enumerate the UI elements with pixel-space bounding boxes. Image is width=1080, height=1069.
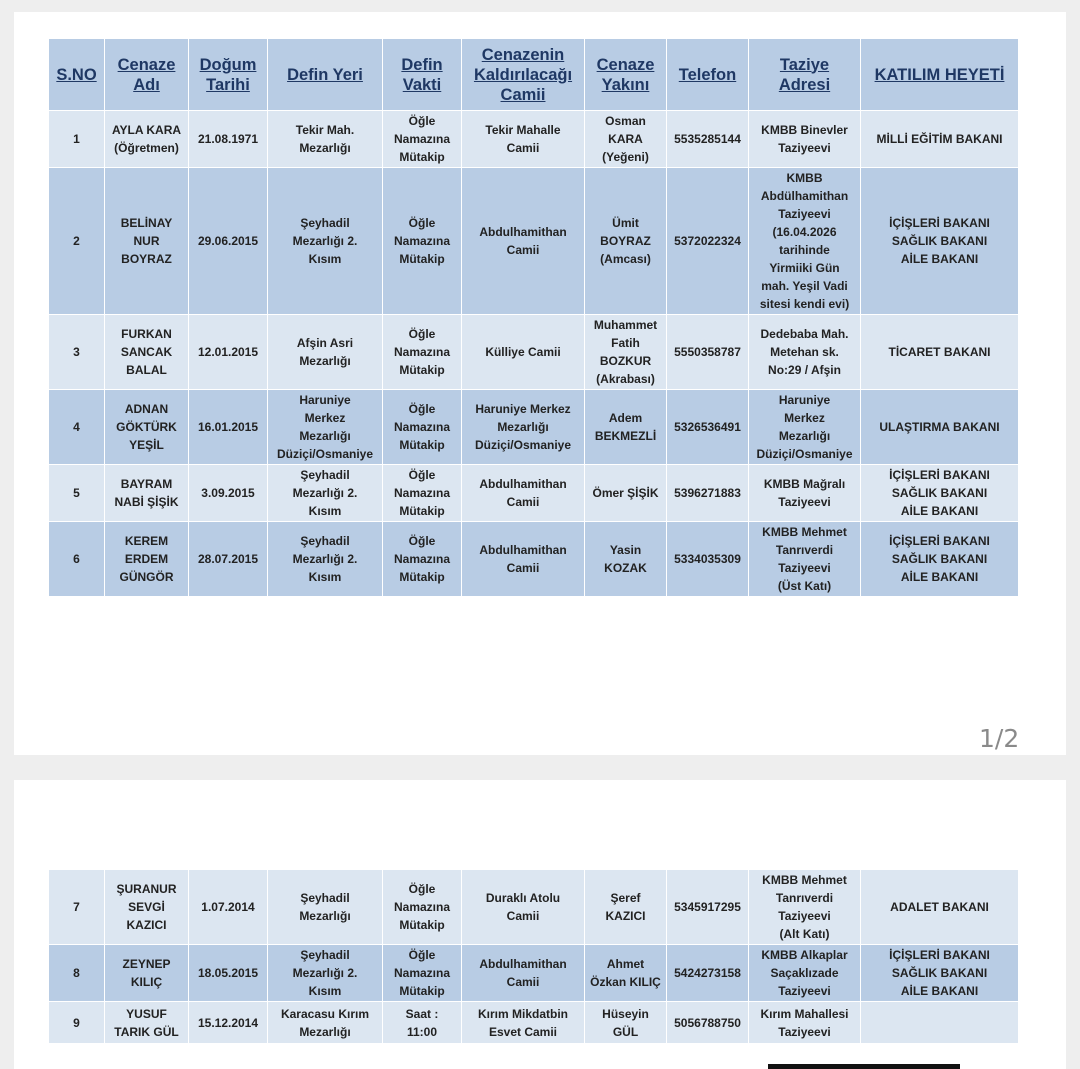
- table-row: [49, 945, 1019, 1002]
- cell-burial-place-line: Şeyhadil: [300, 468, 350, 482]
- cell-burial-time-line: Mütakip: [399, 918, 445, 932]
- cell-condolence-address-line: tarihinde: [779, 243, 830, 257]
- cell-delegation: [861, 390, 1019, 465]
- cell-burial-place: [268, 1002, 383, 1044]
- cell-name-line: ERDEM: [124, 552, 169, 566]
- cell-burial-place-line: Şeyhadil: [300, 891, 350, 905]
- cell-burial-time-line: Mütakip: [399, 150, 445, 164]
- table-row: [49, 111, 1019, 168]
- cell-relative: [585, 945, 667, 1002]
- cell-name: [105, 315, 189, 390]
- cell-name: [105, 870, 189, 945]
- cell-burial-time: [383, 111, 462, 168]
- cell-condolence-address-line: Taziyeevi: [778, 1024, 831, 1039]
- cell-burial-place-line: Merkez: [304, 411, 346, 425]
- cell-condolence-address-line: Metehan sk.: [770, 345, 839, 359]
- cell-relative-line: (Yeğeni): [602, 150, 649, 164]
- cell-relative: [585, 465, 667, 522]
- cell-burial-time-line: Öğle: [408, 948, 436, 962]
- cell-condolence-address: [749, 390, 861, 465]
- cell-mosque: [462, 945, 585, 1002]
- cell-burial-time-line: Öğle: [408, 402, 436, 416]
- cell-condolence-address-line: Taziyeevi: [778, 495, 831, 509]
- header-taziye: Taziye Adresi: [749, 39, 861, 111]
- cell-relative-line: (Akrabası): [596, 372, 655, 386]
- cell-condolence-address: [749, 870, 861, 945]
- cell-sno: 9: [49, 1002, 105, 1044]
- cell-sno: 3: [49, 315, 105, 390]
- cell-sno: 2: [49, 168, 105, 315]
- cell-mosque-line: Abdulhamithan: [479, 477, 567, 491]
- cell-birth-date: 3.09.2015: [189, 465, 268, 522]
- cell-sno: 7: [49, 870, 105, 945]
- cell-burial-time: [383, 522, 462, 597]
- header-telefon: Telefon: [667, 39, 749, 111]
- cell-burial-place-line: Haruniye: [299, 393, 351, 407]
- cell-condolence-address-line: Taziyeevi: [778, 984, 831, 998]
- cell-condolence-address: [749, 465, 861, 522]
- cell-condolence-address-line: Taziyeevi: [778, 909, 831, 923]
- cell-condolence-address: [749, 522, 861, 597]
- cell-condolence-address-line: Haruniye: [778, 393, 831, 407]
- table-row: [49, 390, 1019, 465]
- cell-name-line: BOYRAZ: [121, 252, 172, 266]
- cell-mosque: [462, 168, 585, 315]
- cell-burial-place-line: Mezarlığı: [299, 1024, 351, 1039]
- header-dogum: Doğum Tarihi: [189, 39, 268, 111]
- cell-condolence-address-line: KMBB Mağralı: [763, 477, 846, 491]
- cell-relative-line: KOZAK: [604, 561, 647, 575]
- cell-burial-time-line: Namazına: [393, 132, 451, 146]
- cell-condolence-address-line: Abdülhamithan: [760, 189, 849, 203]
- header-heyet: KATILIM HEYETİ: [861, 39, 1019, 111]
- cell-relative-line: Ahmet: [606, 957, 645, 971]
- cell-relative-line: Osman: [605, 114, 646, 128]
- cell-condolence-address-line: KMBB Mehmet: [762, 873, 847, 887]
- cell-burial-time: [383, 1002, 462, 1044]
- cell-burial-time-line: Namazına: [393, 420, 451, 434]
- cell-phone: 5345917295: [667, 870, 749, 945]
- cell-burial-place-line: Karacasu Kırım: [280, 1006, 370, 1021]
- header-defin-vakti: Defin Vakti: [383, 39, 462, 111]
- cell-burial-time: [383, 168, 462, 315]
- cell-burial-time-line: Mütakip: [399, 504, 445, 518]
- cell-name-line: YEŞİL: [129, 438, 164, 452]
- cell-burial-time-line: Öğle: [408, 114, 436, 128]
- cell-relative: [585, 522, 667, 597]
- cell-condolence-address-line: sitesi kendi evi): [759, 297, 850, 311]
- cell-mosque-line: Abdulhamithan: [479, 225, 567, 239]
- document-page-1: [14, 12, 1066, 755]
- cell-relative-line: Hüseyin: [602, 1006, 649, 1021]
- cell-burial-time-line: Mütakip: [399, 984, 445, 998]
- cell-condolence-address-line: KMBB Mehmet: [762, 525, 847, 539]
- cell-birth-date: 21.08.1971: [189, 111, 268, 168]
- cell-name-line: TARIK GÜL: [114, 1024, 179, 1039]
- cell-condolence-address-line: (16.04.2026: [772, 225, 837, 239]
- cell-relative: [585, 111, 667, 168]
- cell-mosque-line: Duraklı Atolu: [485, 891, 561, 905]
- cell-phone: 5334035309: [667, 522, 749, 597]
- cell-mosque-line: Mezarlığı: [497, 420, 549, 434]
- cell-condolence-address: [749, 168, 861, 315]
- cell-delegation-line: MİLLİ EĞİTİM BAKANI: [876, 132, 1003, 146]
- cell-name: [105, 465, 189, 522]
- cell-delegation-line: SAĞLIK BAKANI: [891, 234, 988, 248]
- cell-burial-time: [383, 945, 462, 1002]
- cell-burial-place-line: Kısım: [308, 252, 342, 266]
- cell-mosque-line: Kırım Mikdatbin: [477, 1006, 568, 1021]
- cell-condolence-address-line: Merkez: [784, 411, 825, 425]
- cell-burial-place: [268, 111, 383, 168]
- cell-birth-date: 15.12.2014: [189, 1002, 268, 1044]
- redaction-bar: [768, 1064, 960, 1069]
- cell-mosque-line: Haruniye Merkez: [475, 402, 571, 416]
- cell-relative-line: KAZICI: [605, 909, 646, 923]
- cell-name: [105, 945, 189, 1002]
- cell-phone: 5550358787: [667, 315, 749, 390]
- table-row: [49, 522, 1019, 597]
- cell-burial-time-line: Öğle: [408, 216, 436, 230]
- cell-burial-place-line: Mezarlığı: [299, 354, 351, 368]
- cell-burial-place-line: Tekir Mah.: [295, 123, 355, 137]
- cell-sno: 4: [49, 390, 105, 465]
- cell-delegation: [861, 315, 1019, 390]
- cell-condolence-address-line: No:29 / Afşin: [768, 363, 841, 377]
- cell-mosque-line: Camii: [506, 975, 540, 989]
- cell-name-line: ZEYNEP: [122, 957, 171, 971]
- cell-burial-place-line: Afşin Asri: [296, 336, 354, 350]
- cell-delegation: [861, 111, 1019, 168]
- cell-relative: [585, 315, 667, 390]
- cell-sno: 8: [49, 945, 105, 1002]
- cell-name: [105, 111, 189, 168]
- cell-delegation: [861, 465, 1019, 522]
- cell-burial-place-line: Mezarlığı 2.: [292, 552, 358, 566]
- cell-delegation-line: ULAŞTIRMA BAKANI: [879, 420, 1000, 434]
- cell-mosque: [462, 1002, 585, 1044]
- cell-mosque: [462, 465, 585, 522]
- cell-birth-date: 16.01.2015: [189, 390, 268, 465]
- cell-burial-place-line: Düziçi/Osmaniye: [276, 447, 374, 461]
- cell-burial-place-line: Şeyhadil: [300, 216, 350, 230]
- funeral-table: [48, 38, 1019, 597]
- cell-phone: 5056788750: [667, 1002, 749, 1044]
- cell-relative: [585, 1002, 667, 1044]
- header-sno: S.NO: [49, 39, 105, 111]
- cell-sno: 5: [49, 465, 105, 522]
- cell-burial-place-line: Şeyhadil: [300, 534, 350, 548]
- cell-name-line: NABİ ŞİŞİK: [114, 495, 179, 509]
- cell-burial-place-line: Mezarlığı: [299, 429, 351, 443]
- cell-burial-time: [383, 390, 462, 465]
- cell-name-line: SANCAK: [120, 345, 173, 359]
- page-number: 1/2: [979, 724, 1020, 753]
- cell-delegation: [861, 1002, 1019, 1044]
- cell-burial-place-line: Kısım: [308, 570, 342, 584]
- cell-condolence-address-line: Düziçi/Osmaniye: [756, 447, 853, 461]
- cell-delegation: [861, 870, 1019, 945]
- cell-burial-time-line: Mütakip: [399, 252, 445, 266]
- cell-delegation-line: AİLE BAKANI: [900, 570, 979, 584]
- cell-mosque: [462, 870, 585, 945]
- cell-relative-line: BEKMEZLİ: [594, 429, 657, 443]
- cell-relative-line: Yasin: [609, 543, 642, 557]
- cell-relative-line: Ümit: [612, 216, 639, 230]
- cell-delegation-line: AİLE BAKANI: [900, 252, 979, 266]
- cell-relative-line: Şeref: [610, 891, 641, 905]
- cell-birth-date: 29.06.2015: [189, 168, 268, 315]
- cell-name-line: KILIÇ: [130, 975, 163, 989]
- cell-burial-place-line: Mezarlığı: [299, 141, 351, 155]
- cell-delegation-line: İÇİŞLERİ BAKANI: [889, 948, 990, 962]
- cell-birth-date: 1.07.2014: [189, 870, 268, 945]
- cell-name-line: NUR: [133, 234, 160, 248]
- cell-burial-place-line: Mezarlığı 2.: [292, 966, 358, 980]
- cell-relative-line: BOZKUR: [599, 354, 652, 368]
- cell-sno: 1: [49, 111, 105, 168]
- cell-burial-place: [268, 168, 383, 315]
- cell-delegation-line: İÇİŞLERİ BAKANI: [889, 216, 990, 230]
- cell-condolence-address-line: Saçaklızade: [770, 966, 839, 980]
- cell-burial-time-line: Namazına: [393, 966, 451, 980]
- cell-burial-place: [268, 465, 383, 522]
- cell-relative-line: GÜL: [612, 1024, 639, 1039]
- cell-condolence-address-line: Taziyeevi: [778, 561, 831, 575]
- cell-name-line: ADNAN: [124, 402, 169, 416]
- cell-condolence-address-line: Tanrıverdi: [775, 543, 834, 557]
- cell-condolence-address: [749, 1002, 861, 1044]
- cell-burial-time-line: Mütakip: [399, 363, 445, 377]
- cell-name-line: FURKAN: [121, 327, 172, 341]
- cell-burial-time-line: Öğle: [408, 882, 436, 896]
- cell-burial-place-line: Şeyhadil: [300, 948, 350, 962]
- cell-burial-place-line: Mezarlığı 2.: [292, 486, 358, 500]
- table-row: [49, 870, 1019, 945]
- cell-name-line: BAYRAM: [120, 477, 173, 491]
- cell-birth-date: 18.05.2015: [189, 945, 268, 1002]
- cell-burial-time-line: Öğle: [408, 534, 436, 548]
- cell-phone: 5424273158: [667, 945, 749, 1002]
- funeral-table-continued: [48, 869, 1019, 1044]
- cell-delegation: [861, 522, 1019, 597]
- cell-mosque-line: Esvet Camii: [488, 1024, 558, 1039]
- cell-name-line: BALAL: [126, 363, 167, 377]
- cell-condolence-address-line: (Üst Katı): [777, 579, 832, 593]
- cell-mosque: [462, 315, 585, 390]
- header-yakin: Cenaze Yakını: [585, 39, 667, 111]
- cell-mosque-line: Abdulhamithan: [479, 957, 567, 971]
- cell-burial-place-line: Mezarlığı: [299, 909, 351, 923]
- cell-delegation-line: SAĞLIK BAKANI: [891, 552, 988, 566]
- cell-delegation-line: AİLE BAKANI: [900, 984, 979, 998]
- cell-phone: 5396271883: [667, 465, 749, 522]
- cell-condolence-address-line: KMBB: [786, 171, 823, 185]
- cell-mosque-line: Abdulhamithan: [479, 543, 567, 557]
- cell-delegation-line: İÇİŞLERİ BAKANI: [889, 534, 990, 548]
- cell-burial-time: [383, 465, 462, 522]
- cell-name-line: (Öğretmen): [114, 141, 179, 155]
- cell-name: [105, 390, 189, 465]
- cell-burial-place-line: Mezarlığı 2.: [292, 234, 358, 248]
- cell-condolence-address-line: (Alt Katı): [779, 927, 830, 941]
- cell-relative-line: Adem: [608, 411, 643, 425]
- cell-name: [105, 168, 189, 315]
- cell-relative-line: BOYRAZ: [600, 234, 651, 248]
- cell-burial-place: [268, 390, 383, 465]
- cell-relative-line: Muhammet: [593, 318, 658, 332]
- cell-condolence-address-line: Taziyeevi: [778, 207, 831, 221]
- cell-name-line: ŞURANUR: [116, 882, 177, 896]
- cell-name-line: KAZICI: [126, 918, 167, 932]
- cell-name-line: GÖKTÜRK: [116, 420, 177, 434]
- header-camii: Cenazenin Kaldırılacağı Camii: [462, 39, 585, 111]
- cell-burial-time-line: Mütakip: [399, 570, 445, 584]
- cell-burial-time: [383, 870, 462, 945]
- cell-sno: 6: [49, 522, 105, 597]
- cell-condolence-address: [749, 315, 861, 390]
- cell-condolence-address-line: Yirmiiki Gün: [769, 261, 840, 275]
- table-row: [49, 168, 1019, 315]
- cell-mosque-line: Külliye Camii: [485, 345, 561, 359]
- cell-condolence-address-line: KMBB Alkaplar: [761, 948, 848, 962]
- cell-name-line: GÜNGÖR: [119, 570, 174, 584]
- table-row: [49, 465, 1019, 522]
- cell-phone: 5535285144: [667, 111, 749, 168]
- cell-name-line: KEREM: [124, 534, 169, 548]
- cell-mosque-line: Camii: [506, 909, 540, 923]
- cell-delegation: [861, 168, 1019, 315]
- cell-delegation-line: SAĞLIK BAKANI: [891, 966, 988, 980]
- cell-burial-time: [383, 315, 462, 390]
- cell-burial-place: [268, 315, 383, 390]
- cell-burial-place-line: Kısım: [308, 984, 342, 998]
- cell-birth-date: 28.07.2015: [189, 522, 268, 597]
- cell-birth-date: 12.01.2015: [189, 315, 268, 390]
- cell-name: [105, 522, 189, 597]
- cell-condolence-address-line: KMBB Binevler: [761, 123, 848, 137]
- cell-name-line: YUSUF: [126, 1006, 167, 1021]
- cell-mosque: [462, 390, 585, 465]
- cell-condolence-address-line: Mezarlığı: [778, 429, 831, 443]
- cell-mosque: [462, 111, 585, 168]
- cell-relative-line: (Amcası): [600, 252, 651, 266]
- header-ad: Cenaze Adı: [105, 39, 189, 111]
- cell-burial-place: [268, 870, 383, 945]
- cell-burial-place: [268, 522, 383, 597]
- cell-phone: 5326536491: [667, 390, 749, 465]
- cell-relative-line: KARA: [608, 132, 643, 146]
- cell-burial-time-line: Namazına: [393, 552, 451, 566]
- cell-delegation: [861, 945, 1019, 1002]
- table-row: [49, 1002, 1019, 1044]
- cell-name-line: SEVGİ: [128, 900, 165, 914]
- cell-name-line: BELİNAY: [120, 216, 173, 230]
- cell-burial-time-line: Namazına: [393, 234, 451, 248]
- cell-burial-time-line: Mütakip: [399, 438, 445, 452]
- table-row: [49, 315, 1019, 390]
- cell-mosque-line: Tekir Mahalle: [485, 123, 561, 137]
- cell-mosque-line: Düziçi/Osmaniye: [474, 438, 572, 452]
- cell-mosque: [462, 522, 585, 597]
- cell-burial-place: [268, 945, 383, 1002]
- cell-condolence-address-line: mah. Yeşil Vadi: [761, 279, 848, 293]
- cell-delegation-line: AİLE BAKANI: [900, 504, 979, 518]
- cell-condolence-address: [749, 111, 861, 168]
- cell-delegation-line: ADALET BAKANI: [890, 900, 989, 914]
- header-row: [49, 39, 1019, 111]
- cell-condolence-address-line: Dedebaba Mah.: [760, 327, 849, 341]
- cell-relative: [585, 870, 667, 945]
- cell-phone: 5372022324: [667, 168, 749, 315]
- cell-delegation-line: TİCARET BAKANI: [888, 345, 991, 359]
- cell-delegation-line: SAĞLIK BAKANI: [891, 486, 988, 500]
- cell-burial-time-line: Namazına: [393, 900, 451, 914]
- cell-relative: [585, 168, 667, 315]
- cell-mosque-line: Camii: [506, 141, 540, 155]
- cell-mosque-line: Camii: [506, 561, 540, 575]
- cell-relative-line: Ömer ŞİŞİK: [592, 486, 659, 500]
- cell-name: [105, 1002, 189, 1044]
- cell-condolence-address-line: Taziyeevi: [778, 141, 831, 155]
- document-page-2: [14, 780, 1066, 1069]
- cell-relative-line: Özkan KILIÇ: [590, 975, 661, 989]
- cell-name-line: AYLA KARA: [111, 123, 182, 137]
- cell-mosque-line: Camii: [506, 243, 540, 257]
- cell-burial-time-line: Öğle: [408, 327, 436, 341]
- cell-burial-time-line: Öğle: [408, 468, 436, 482]
- cell-condolence-address-line: Kırım Mahallesi: [760, 1006, 849, 1021]
- header-defin-yeri: Defin Yeri: [268, 39, 383, 111]
- cell-delegation-line: İÇİŞLERİ BAKANI: [889, 468, 990, 482]
- cell-burial-time-line: Saat :: [405, 1006, 439, 1021]
- cell-burial-time-line: Namazına: [393, 486, 451, 500]
- cell-condolence-address: [749, 945, 861, 1002]
- cell-relative-line: Fatih: [611, 336, 640, 350]
- cell-relative: [585, 390, 667, 465]
- cell-burial-time-line: 11:00: [406, 1024, 438, 1039]
- cell-burial-place-line: Kısım: [308, 504, 342, 518]
- cell-condolence-address-line: Tanrıverdi: [775, 891, 834, 905]
- cell-mosque-line: Camii: [506, 495, 540, 509]
- cell-burial-time-line: Namazına: [393, 345, 451, 359]
